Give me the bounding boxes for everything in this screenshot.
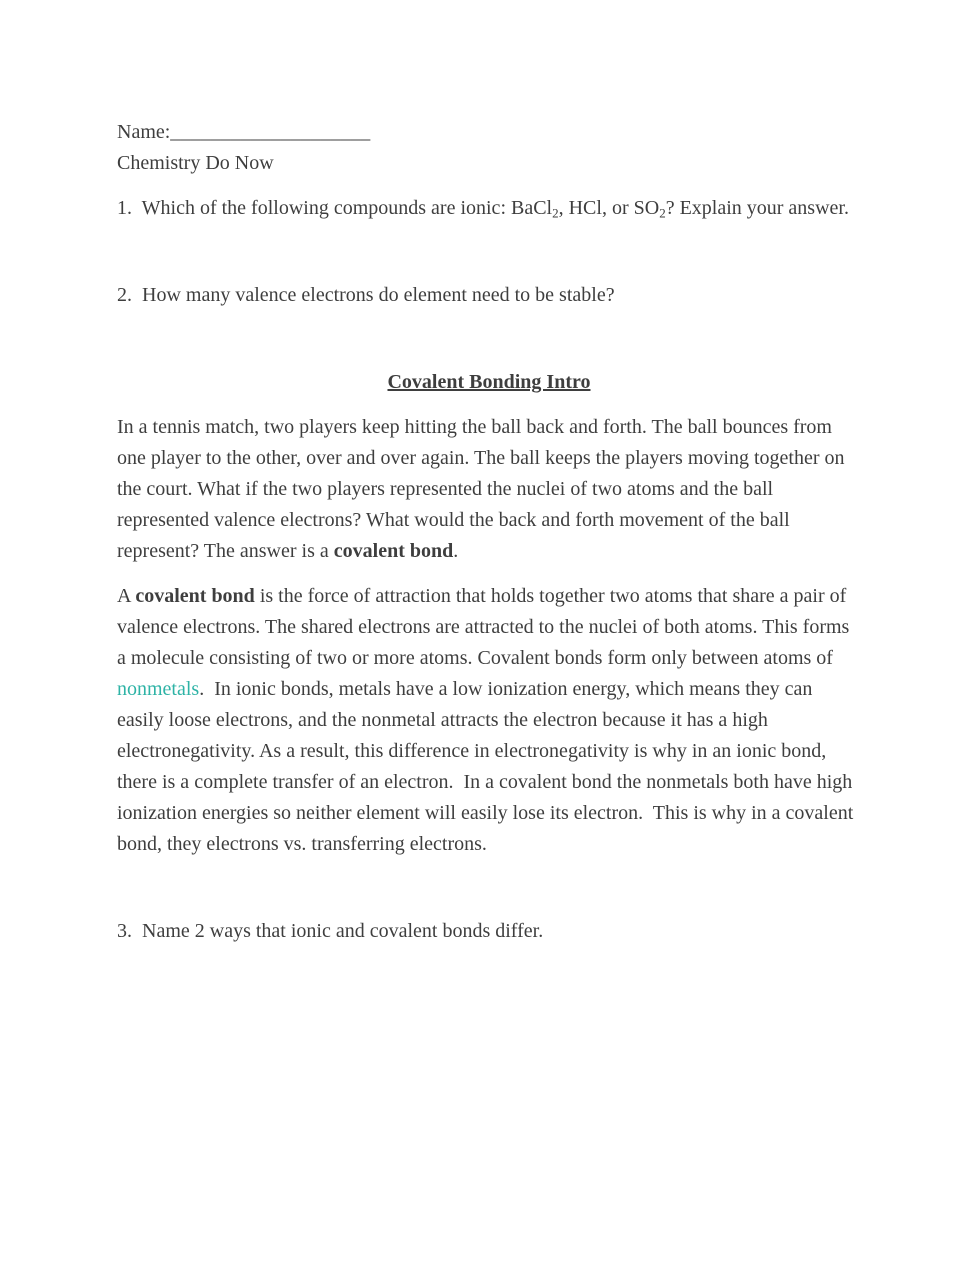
nonmetals-link[interactable]: nonmetals (117, 678, 200, 700)
question-1 (117, 193, 861, 224)
intro-paragraph-text: . (453, 540, 459, 562)
covalent-bond-bold: covalent bond (333, 540, 454, 562)
definition-paragraph-text: A (117, 585, 136, 607)
question-1-text: ? Explain your answer. (665, 197, 849, 219)
question-1-text: 1. Which of the following compounds are ionic: BaCl (117, 197, 553, 219)
section-heading (117, 367, 861, 398)
doc-title: Chemistry Do Now (117, 152, 274, 174)
question-1-text: , HCl, or SO (558, 197, 660, 219)
covalent-bond-bold: covalent bond (135, 585, 255, 607)
question-1-subscript: 2 (659, 205, 666, 221)
section-heading-text: Covalent Bonding Intro (387, 371, 591, 393)
definition-paragraph-text: is the force of attraction that holds together two atoms that share a pair of valence electrons. The shared electrons are attracted to the nuclei of both atoms. This forms a molecule consisting of two or more atoms. Covalent bonds form only between atoms of (117, 585, 855, 669)
question-1-subscript: 2 (552, 205, 559, 221)
definition-paragraph-text: . In ionic bonds, metals have a low ionization energy, which means they can easily loose electrons, and the nonmetal attracts the electron because it has a high electronegativity. As a result, this difference in electronegativity is why in an ionic bond, there is a complete transfer of an electron. In a covalent bond the nonmetals both have high ionization energies so neither element will easily lose its electron. This is why in a covalent bond, they electrons vs. transferring electrons. (117, 678, 859, 855)
question-2: 2. How many valence electrons do element need to be stable? (117, 284, 615, 306)
name-line: Name:____________________ (117, 121, 371, 143)
question-3: 3. Name 2 ways that ionic and covalent bonds differ. (117, 920, 544, 942)
definition-paragraph (117, 581, 861, 860)
intro-paragraph-text: In a tennis match, two players keep hitting the ball back and forth. The ball bounces from one player to the other, over and over again. The ball keeps the players moving together on the court. What if the two players represented the nuclei of two atoms and the ball represented valence electrons? What would the back and forth movement of the ball represent? The answer is a (117, 416, 850, 562)
intro-paragraph (117, 412, 861, 567)
